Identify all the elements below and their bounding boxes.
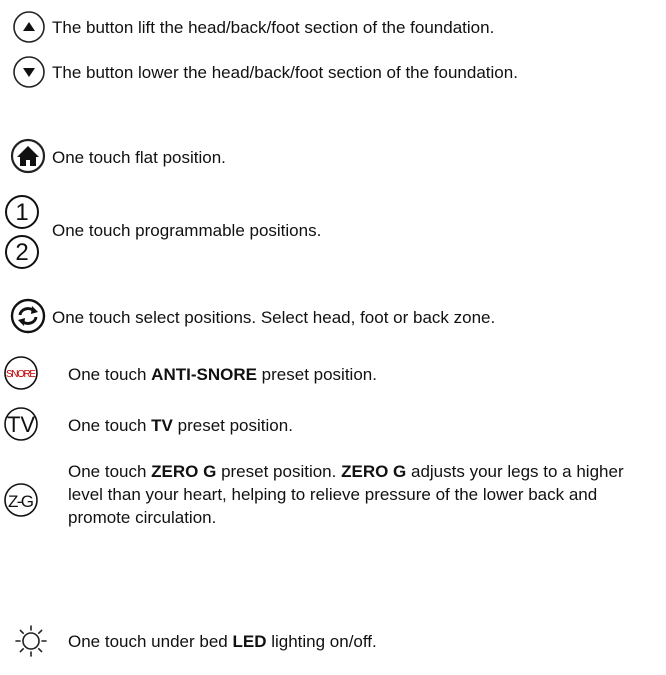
tv-glyph: TV [6, 412, 36, 437]
item-anti-snore-text: One touch ANTI-SNORE preset position. [68, 365, 377, 384]
item-lift [0, 10, 666, 46]
cycle-arrows-icon [10, 298, 46, 334]
tv-icon [2, 406, 40, 442]
item-led [0, 624, 666, 660]
item-lift-text: The button lift the head/back/foot section of the foundation. [52, 18, 495, 37]
item-tv-text: One touch TV preset position. [68, 416, 293, 435]
sun-light-icon [14, 624, 48, 658]
item-select [0, 298, 666, 334]
item-lower-text: The button lower the head/back/foot section of the foundation. [52, 63, 518, 82]
number-two-glyph: 2 [15, 239, 29, 266]
zero-g-icon [2, 482, 40, 518]
item-programmable-text: One touch programmable positions. [52, 221, 322, 240]
item-zero-g [0, 460, 666, 540]
item-flat [0, 138, 666, 174]
item-tv [0, 406, 666, 442]
item-programmable [0, 194, 666, 270]
item-flat-text: One touch flat position. [52, 148, 226, 167]
zero-g-glyph: Z-G [8, 492, 34, 511]
item-led-text: One touch under bed LED lighting on/off. [68, 632, 377, 651]
item-lower [0, 55, 666, 91]
item-anti-snore [0, 355, 666, 391]
number-one-icon [4, 194, 40, 230]
number-one-glyph: 1 [15, 199, 29, 226]
snore-glyph: SNORE [6, 369, 36, 380]
down-arrow-icon [12, 55, 46, 89]
number-two-icon [4, 234, 40, 270]
item-select-text: One touch select positions. Select head, foot or back zone. [52, 308, 496, 327]
home-icon [10, 138, 46, 174]
snore-icon [2, 355, 40, 391]
item-zero-g-text: One touch ZERO G preset position. ZERO G adjusts your legs to a higher level than your heart, helping to relieve pressure of the lower back and promote circulation. [68, 462, 624, 527]
up-arrow-icon [12, 10, 46, 44]
